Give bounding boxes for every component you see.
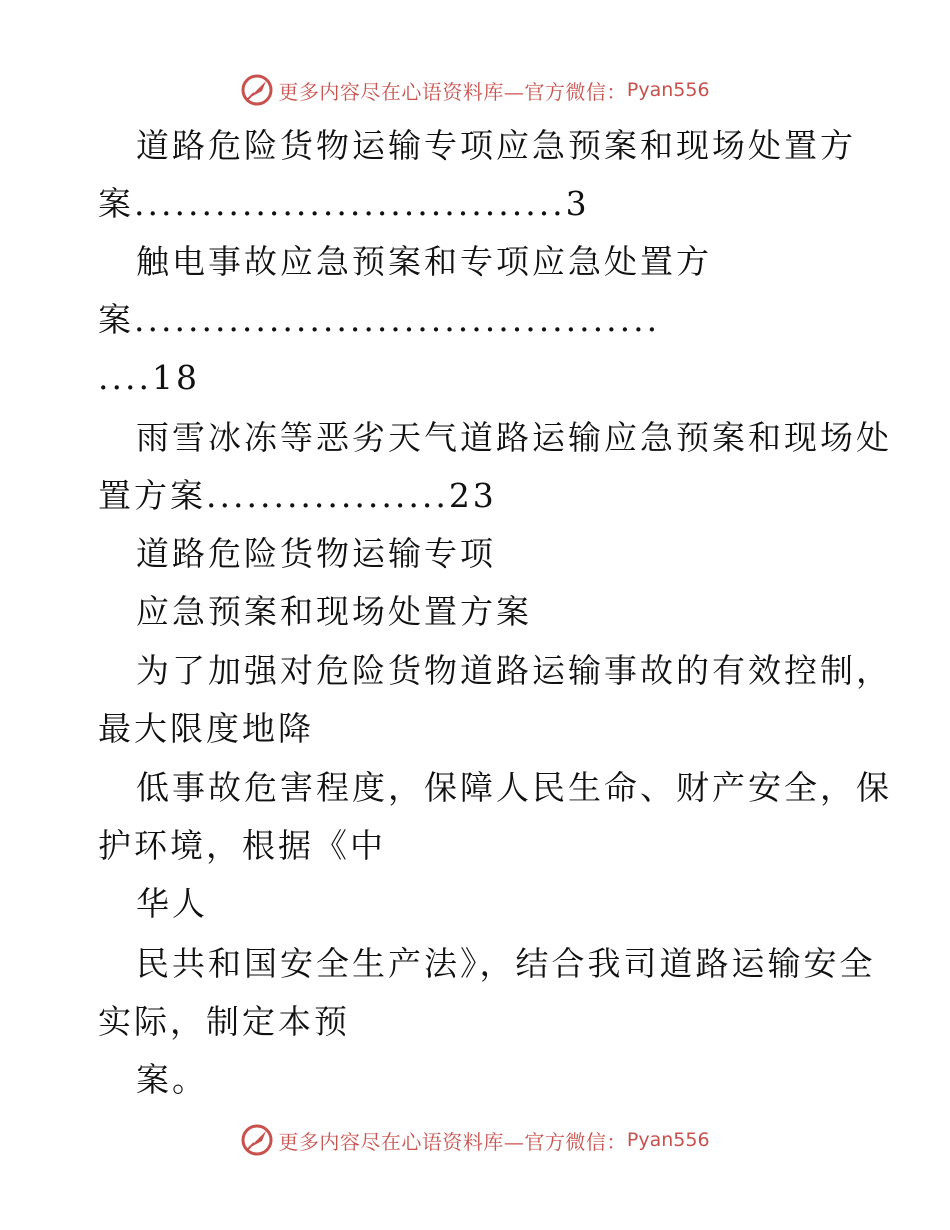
section-title-line-2: 应急预案和现场处置方案 — [136, 592, 532, 631]
paragraph-line: 最大限度地降 — [98, 709, 314, 748]
paragraph-line: 护环境，根据《中 — [98, 826, 386, 865]
paragraph-line: 为了加强对危险货物道路运输事故的有效控制， — [136, 651, 892, 690]
paragraph-line: 低事故危害程度，保障人民生命、财产安全，保 — [136, 768, 892, 807]
header-text: 更多内容尽在心语资料库—官方微信： — [278, 79, 627, 104]
toc-entry-2-line-3[interactable]: ....18 — [98, 358, 200, 397]
footer-banner — [0, 1118, 950, 1162]
feather-seal-icon — [240, 1123, 274, 1157]
header-wechat-id: Pyan556 — [626, 79, 710, 101]
toc-entry-3-line-1[interactable]: 雨雪冰冻等恶劣天气道路运输应急预案和现场处 — [136, 418, 892, 457]
toc-entry-1-line-1[interactable]: 道路危险货物运输专项应急预案和现场处置方 — [136, 126, 856, 165]
toc-entry-1-line-2[interactable]: 案................................3 — [98, 184, 590, 223]
paragraph-line: 民共和国安全生产法》，结合我司道路运输安全 — [136, 944, 876, 983]
section-title-line-1: 道路危险货物运输专项 — [136, 534, 496, 573]
paragraph-line: 案。 — [136, 1060, 208, 1099]
toc-entry-2-line-1[interactable]: 触电事故应急预案和专项应急处置方 — [136, 242, 712, 281]
footer-wechat-id: Pyan556 — [626, 1129, 710, 1151]
footer-text: 更多内容尽在心语资料库—官方微信： — [278, 1129, 627, 1154]
toc-entry-3-line-2[interactable]: 置方案..................23 — [98, 476, 497, 515]
paragraph-line: 华人 — [136, 884, 208, 923]
toc-entry-2-line-2[interactable]: 案....................................... — [98, 300, 661, 339]
paragraph-line: 实际，制定本预 — [98, 1002, 350, 1041]
